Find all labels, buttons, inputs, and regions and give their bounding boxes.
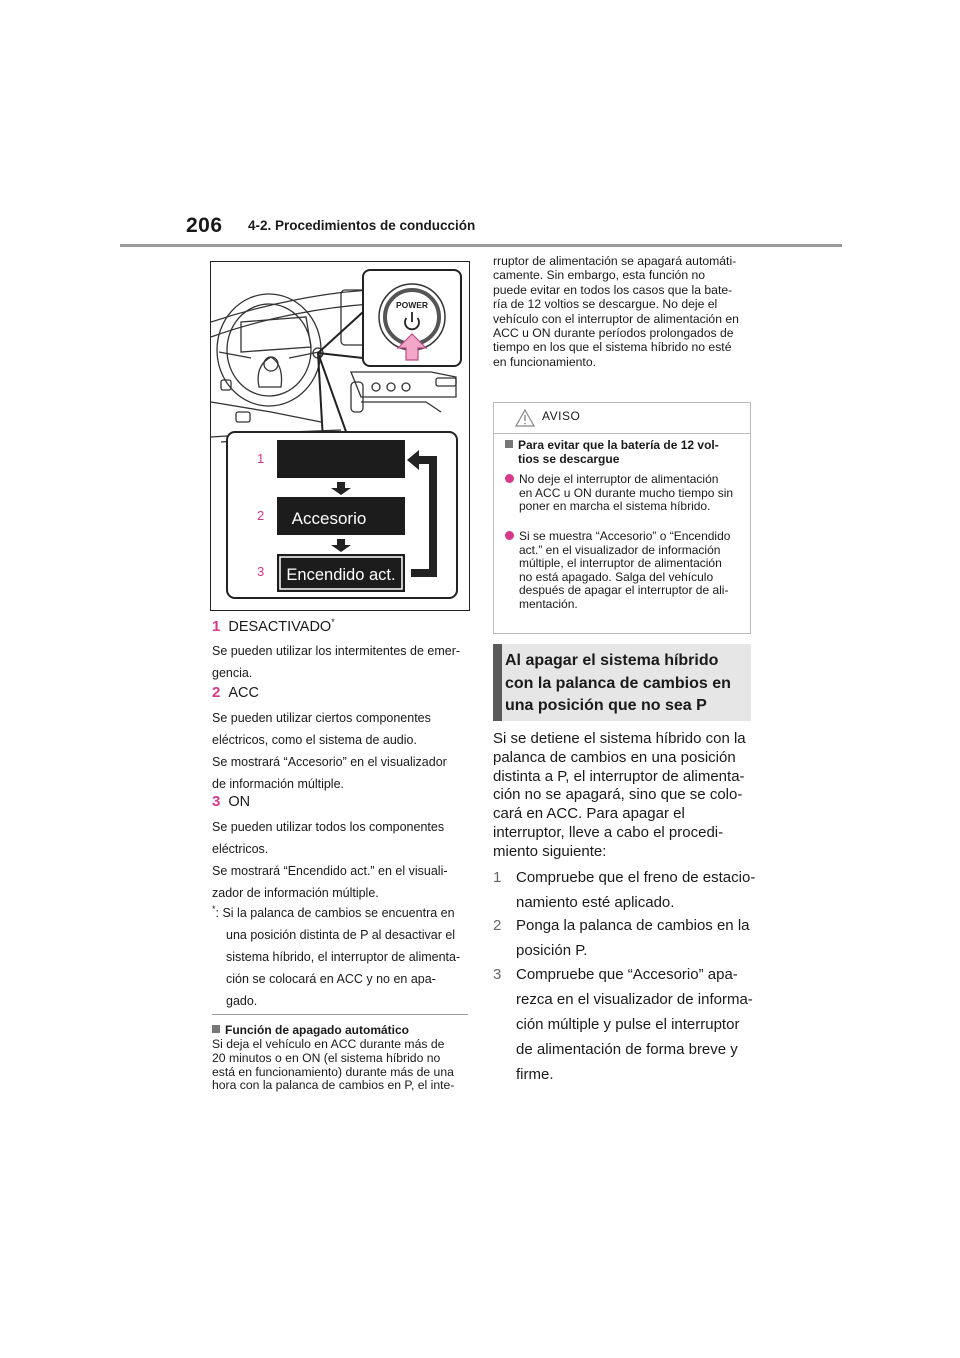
step-3-heading: [212, 793, 468, 810]
text-line: tios se descargue: [518, 452, 620, 466]
step-2-number: 2: [212, 684, 221, 701]
caution-item-2: [505, 530, 730, 612]
step-1-number: 1: [212, 617, 221, 635]
step-3-number: 3: [212, 793, 221, 810]
text-line: Si se detiene el sistema híbrido con la: [493, 730, 746, 747]
illus-step-1: 1: [257, 451, 265, 466]
step-2-label: ACC: [228, 685, 259, 701]
text-line: en ACC u ON durante mucho tiempo sin: [519, 485, 734, 500]
text-line: Al apagar el sistema híbrido: [505, 652, 719, 669]
text-line: una posición distinta de P al desactivar el: [226, 928, 456, 943]
section-heading-box: [493, 644, 751, 721]
illus-step-2: 2: [257, 508, 265, 523]
column-divider: [212, 1014, 468, 1015]
footnote: [212, 899, 468, 1011]
illus-step-3: 3: [257, 564, 265, 579]
square-bullet-icon: [505, 440, 513, 448]
text-line: en funcionamiento.: [493, 354, 596, 369]
text-line: ción no se apagará, sino que se colo-: [493, 786, 743, 804]
section-heading: [505, 650, 731, 718]
text-line: Compruebe que el freno de estacio-: [516, 869, 756, 886]
text-line: ción múltiple y pulse el interruptor: [516, 1016, 740, 1033]
text-line: Ponga la palanca de cambios en la: [516, 917, 750, 934]
text-line: cará en ACC. Para apagar el: [493, 805, 685, 823]
step-2-heading: [212, 684, 468, 701]
text-line: hora con la palanca de cambios en P, el inte-: [212, 1078, 455, 1093]
text-line: múltiple, el interruptor de alimentación: [519, 556, 722, 571]
square-bullet-icon: [212, 1025, 220, 1033]
text-line: : Si la palanca de cambios se encuentra en: [215, 906, 455, 921]
text-line: gado.: [226, 994, 258, 1009]
auto-off-body: [212, 1038, 468, 1093]
bullet-dot-icon: [505, 531, 514, 540]
step-number: 3: [493, 966, 502, 983]
text-line: ría de 12 voltios se descargue. No deje el: [493, 297, 718, 312]
text-line: ción se colocará en ACC y no en apa-: [226, 972, 436, 987]
text-line: sistema híbrido, el interruptor de alimenta-: [226, 950, 461, 965]
text-line: distinta a P, el interruptor de alimenta-: [493, 767, 745, 785]
text-line: vehículo con el interruptor de alimentación en: [493, 311, 739, 326]
step-3-label: ON: [228, 794, 251, 810]
text-line: rezca en el visualizador de informa-: [516, 991, 753, 1008]
step-1-footnote-mark: *: [331, 617, 335, 627]
procedure-intro: [493, 730, 751, 862]
text-line: camente. Sin embargo, esta función no: [493, 268, 706, 283]
power-label: POWER: [395, 300, 429, 310]
text-line: mentación.: [519, 596, 578, 611]
text-line: Se mostrará “Encendido act.” en el visuali-: [212, 864, 448, 878]
caution-box: [493, 402, 751, 634]
text-line: Compruebe que “Accesorio” apa-: [516, 966, 738, 983]
caution-header: [494, 403, 750, 434]
screen-acc-text: Accesorio: [291, 509, 367, 528]
text-line: gencia.: [212, 666, 253, 680]
section-title: 4-2. Procedimientos de conducción: [248, 218, 476, 233]
text-line: tiempo en los que el sistema híbrido no esté: [493, 340, 732, 355]
text-line: una posición que no sea P: [505, 697, 707, 714]
text-line: eléctricos.: [212, 842, 269, 856]
text-line: ACC u ON durante períodos prolongados de: [493, 326, 734, 341]
heading-accent-bar: [493, 644, 502, 721]
step-number: 1: [493, 869, 502, 886]
dashboard-illustration: [211, 262, 469, 610]
text-line: Se pueden utilizar los intermitentes de emer-: [212, 644, 461, 658]
text-line: act.” en el visualizador de información: [519, 542, 721, 557]
text-line: no está apagado. Salga del vehículo: [519, 569, 714, 584]
step-1-description: [212, 641, 468, 683]
header-rule: [120, 244, 842, 247]
text-line: posición P.: [516, 942, 588, 959]
auto-off-continuation: [493, 254, 751, 369]
bullet-dot-icon: [505, 474, 514, 483]
auto-off-title: Función de apagado automático: [225, 1023, 410, 1037]
text-line: Para evitar que la batería de 12 vol-: [518, 438, 719, 452]
text-line: palanca de cambios en una posición: [493, 748, 736, 766]
page-number: 206: [186, 214, 223, 237]
text-line: rruptor de alimentación se apagará automáti-: [493, 254, 737, 268]
text-line: miento siguiente:: [493, 842, 607, 860]
text-line: Se pueden utilizar ciertos componentes: [212, 711, 431, 725]
text-line: namiento esté aplicado.: [516, 894, 675, 911]
text-line: Si se muestra “Accesorio” o “Encendido: [519, 529, 731, 543]
text-line: después de apagar el interruptor de ali-: [519, 583, 729, 598]
screen-off: [277, 440, 405, 478]
caution-item-1: [505, 473, 733, 514]
step-2-description: [212, 708, 468, 794]
text-line: Si deja el vehículo en ACC durante más de: [212, 1037, 445, 1051]
text-line: zador de información múltiple.: [212, 886, 379, 900]
text-line: poner en marcha el sistema híbrido.: [519, 499, 711, 514]
screen-on-text: Encendido act.: [286, 566, 396, 584]
text-line: está en funcionamiento) durante más de una: [212, 1064, 454, 1079]
step-3-description: [212, 817, 468, 903]
step-1-label: DESACTIVADO: [228, 618, 332, 635]
text-line: eléctricos, como el sistema de audio.: [212, 733, 417, 747]
text-line: de información múltiple.: [212, 777, 345, 791]
text-line: con la palanca de cambios en: [505, 674, 731, 692]
text-line: Se mostrará “Accesorio” en el visualizador: [212, 755, 447, 769]
text-line: firme.: [516, 1066, 554, 1083]
text-line: interruptor, lleve a cabo el procedi-: [493, 823, 724, 841]
warning-icon: [515, 409, 535, 427]
text-line: Se pueden utilizar todos los componentes: [212, 820, 445, 834]
step-number: 2: [493, 917, 502, 934]
text-line: 20 minutos o en ON (el sistema híbrido no: [212, 1050, 441, 1065]
footnote-mark: *: [212, 904, 216, 914]
text-line: de alimentación de forma breve y: [516, 1041, 738, 1058]
text-line: No deje el interruptor de alimentación: [519, 472, 719, 486]
step-1-heading: [212, 617, 468, 635]
illustration: [210, 261, 470, 611]
text-line: puede evitar en todos los casos que la bate-: [493, 282, 733, 297]
caution-label: AVISO: [542, 409, 581, 423]
caution-title: [505, 438, 719, 466]
